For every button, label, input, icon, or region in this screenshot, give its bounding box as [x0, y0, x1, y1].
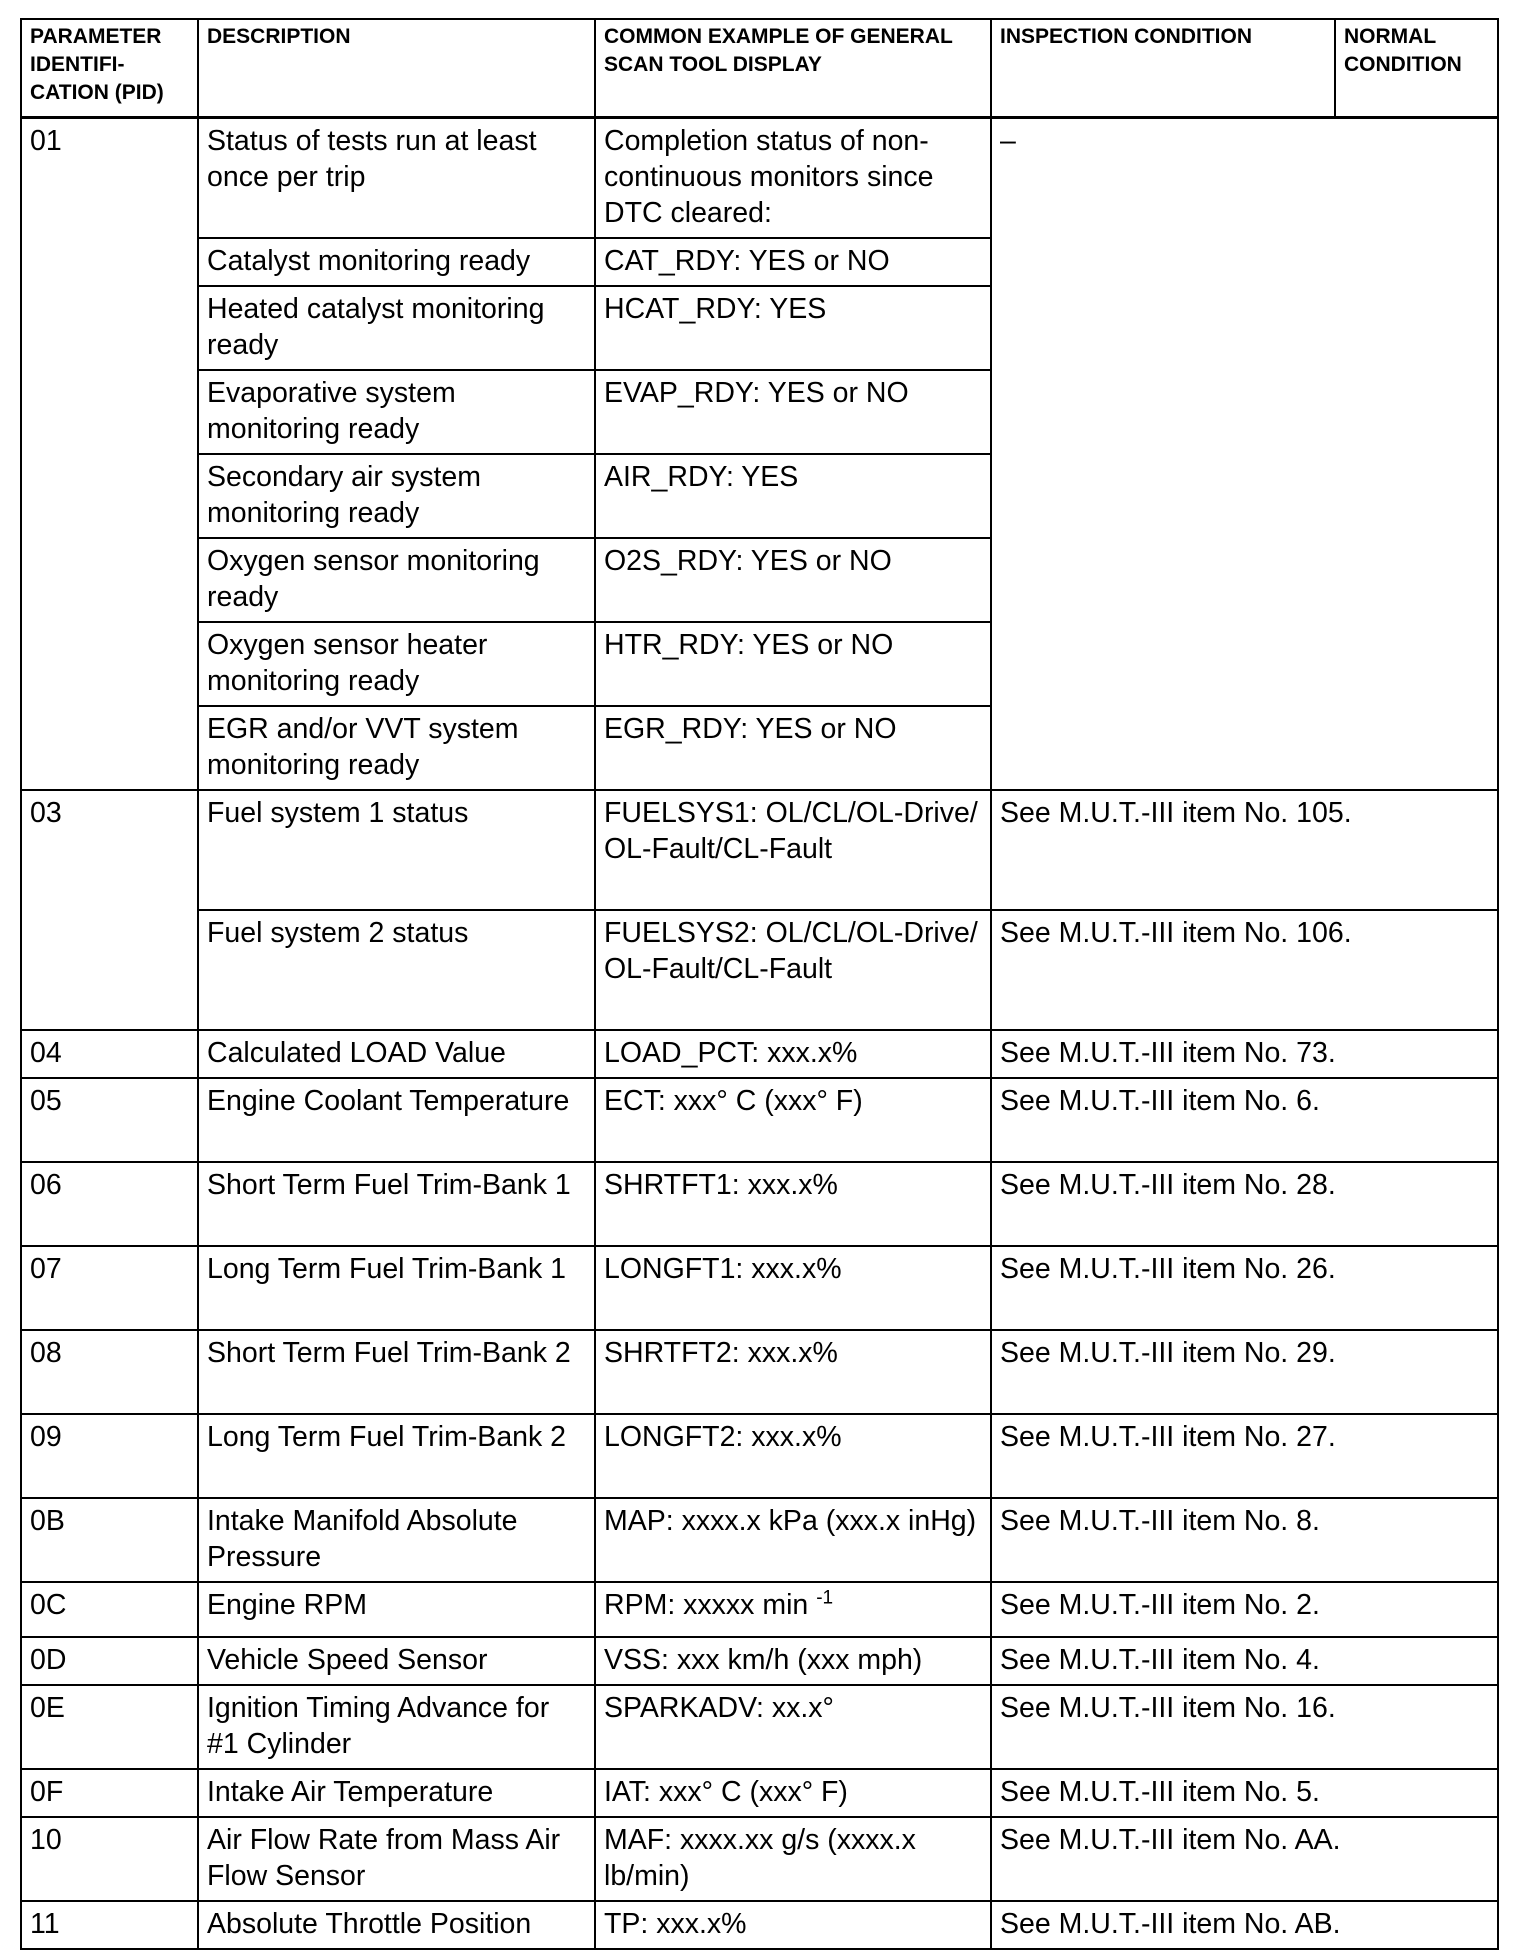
table-row	[21, 1769, 1498, 1817]
unit-superscript: -1	[816, 1587, 834, 1609]
pid-cell: 0D	[21, 1637, 198, 1685]
description-cell: Ignition Timing Advance for #1 Cylinder	[198, 1685, 595, 1769]
pid-cell: 10	[21, 1817, 198, 1901]
condition-cell: –	[991, 118, 1498, 791]
table-row	[21, 1162, 1498, 1246]
table-row	[21, 1498, 1498, 1582]
description-cell: Secondary air system monitoring ready	[198, 454, 595, 538]
description-cell: Oxygen sensor monitoring ready	[198, 538, 595, 622]
description-cell: Vehicle Speed Sensor	[198, 1637, 595, 1685]
header-pid: PARAMETER IDENTIFI-CATION (PID)	[21, 19, 198, 118]
table-row	[21, 790, 1498, 910]
header-description: DESCRIPTION	[198, 19, 595, 118]
pid-cell: 03	[21, 790, 198, 1030]
display-cell: Completion status of non-continuous monitors since DTC cleared:	[595, 118, 991, 239]
description-cell: Absolute Throttle Position	[198, 1901, 595, 1949]
condition-cell: See M.U.T.-III item No. 2.	[991, 1582, 1498, 1637]
condition-cell: See M.U.T.-III item No. 5.	[991, 1769, 1498, 1817]
table-row	[21, 1330, 1498, 1414]
condition-cell: See M.U.T.-III item No. 27.	[991, 1414, 1498, 1498]
display-cell: TP: xxx.x%	[595, 1901, 991, 1949]
header-row	[21, 19, 1498, 118]
condition-cell: See M.U.T.-III item No. 28.	[991, 1162, 1498, 1246]
display-cell: HCAT_RDY: YES	[595, 286, 991, 370]
pid-cell: 08	[21, 1330, 198, 1414]
header-normal-condition: NORMAL CONDITION	[1335, 19, 1498, 118]
pid-cell: 0C	[21, 1582, 198, 1637]
pid-cell: 0F	[21, 1769, 198, 1817]
description-cell: Heated catalyst monitoring ready	[198, 286, 595, 370]
description-cell: Air Flow Rate from Mass Air Flow Sensor	[198, 1817, 595, 1901]
display-cell: SPARKADV: xx.x°	[595, 1685, 991, 1769]
display-cell: SHRTFT1: xxx.x%	[595, 1162, 991, 1246]
description-cell: Evaporative system monitoring ready	[198, 370, 595, 454]
table-row	[21, 910, 1498, 1030]
display-cell: MAF: xxxx.xx g/s (xxxx.x lb/min)	[595, 1817, 991, 1901]
description-cell: Engine RPM	[198, 1582, 595, 1637]
table-row	[21, 1078, 1498, 1162]
pid-cell: 0B	[21, 1498, 198, 1582]
header-scan-tool-display: COMMON EXAMPLE OF GENERAL SCAN TOOL DISPLAY	[595, 19, 991, 118]
display-cell: HTR_RDY: YES or NO	[595, 622, 991, 706]
pid-cell: 09	[21, 1414, 198, 1498]
pid-cell: 0E	[21, 1685, 198, 1769]
display-cell: SHRTFT2: xxx.x%	[595, 1330, 991, 1414]
pid-cell: 11	[21, 1901, 198, 1949]
display-cell: EGR_RDY: YES or NO	[595, 706, 991, 790]
condition-cell: See M.U.T.-III item No. 105.	[991, 790, 1498, 910]
pid-cell: 04	[21, 1030, 198, 1078]
table-row	[21, 1582, 1498, 1637]
display-cell: MAP: xxxx.x kPa (xxx.x inHg)	[595, 1498, 991, 1582]
description-cell: EGR and/or VVT system monitoring ready	[198, 706, 595, 790]
condition-cell: See M.U.T.-III item No. 16.	[991, 1685, 1498, 1769]
table-row	[21, 1901, 1498, 1949]
display-cell: FUELSYS2: OL/CL/OL-Drive/OL-Fault/CL-Fault	[595, 910, 991, 1030]
display-cell	[595, 1582, 991, 1637]
description-cell: Intake Manifold Absolute Pressure	[198, 1498, 595, 1582]
condition-cell: See M.U.T.-III item No. 8.	[991, 1498, 1498, 1582]
display-cell: LONGFT1: xxx.x%	[595, 1246, 991, 1330]
description-cell: Fuel system 2 status	[198, 910, 595, 1030]
condition-cell: See M.U.T.-III item No. 106.	[991, 910, 1498, 1030]
display-cell: VSS: xxx km/h (xxx mph)	[595, 1637, 991, 1685]
description-cell: Short Term Fuel Trim-Bank 2	[198, 1330, 595, 1414]
display-cell: EVAP_RDY: YES or NO	[595, 370, 991, 454]
table-row	[21, 1030, 1498, 1078]
description-cell: Short Term Fuel Trim-Bank 1	[198, 1162, 595, 1246]
description-cell: Calculated LOAD Value	[198, 1030, 595, 1078]
description-cell: Long Term Fuel Trim-Bank 1	[198, 1246, 595, 1330]
display-cell: IAT: xxx° C (xxx° F)	[595, 1769, 991, 1817]
description-cell: Status of tests run at least once per trip	[198, 118, 595, 239]
display-cell: ECT: xxx° C (xxx° F)	[595, 1078, 991, 1162]
display-cell: FUELSYS1: OL/CL/OL-Drive/OL-Fault/CL-Fault	[595, 790, 991, 910]
table-row	[21, 1685, 1498, 1769]
condition-cell: See M.U.T.-III item No. 29.	[991, 1330, 1498, 1414]
description-cell: Oxygen sensor heater monitoring ready	[198, 622, 595, 706]
table-row	[21, 1414, 1498, 1498]
condition-cell: See M.U.T.-III item No. 4.	[991, 1637, 1498, 1685]
pid-cell: 01	[21, 118, 198, 791]
condition-cell: See M.U.T.-III item No. 6.	[991, 1078, 1498, 1162]
description-cell: Fuel system 1 status	[198, 790, 595, 910]
display-cell: O2S_RDY: YES or NO	[595, 538, 991, 622]
description-cell: Catalyst monitoring ready	[198, 238, 595, 286]
display-cell: AIR_RDY: YES	[595, 454, 991, 538]
condition-cell: See M.U.T.-III item No. 26.	[991, 1246, 1498, 1330]
condition-cell: See M.U.T.-III item No. AB.	[991, 1901, 1498, 1949]
pid-cell: 06	[21, 1162, 198, 1246]
pid-cell: 05	[21, 1078, 198, 1162]
condition-cell: See M.U.T.-III item No. 73.	[991, 1030, 1498, 1078]
display-cell: LOAD_PCT: xxx.x%	[595, 1030, 991, 1078]
description-cell: Engine Coolant Temperature	[198, 1078, 595, 1162]
table-row	[21, 118, 1498, 239]
display-text: RPM: xxxxx min	[604, 1589, 809, 1621]
description-cell: Long Term Fuel Trim-Bank 2	[198, 1414, 595, 1498]
table-row	[21, 1817, 1498, 1901]
table-row	[21, 1637, 1498, 1685]
pid-reference-table	[20, 18, 1499, 1950]
description-cell: Intake Air Temperature	[198, 1769, 595, 1817]
table-row	[21, 1246, 1498, 1330]
display-cell: CAT_RDY: YES or NO	[595, 238, 991, 286]
header-inspection-condition: INSPECTION CONDITION	[991, 19, 1335, 118]
display-cell: LONGFT2: xxx.x%	[595, 1414, 991, 1498]
condition-cell: See M.U.T.-III item No. AA.	[991, 1817, 1498, 1901]
pid-cell: 07	[21, 1246, 198, 1330]
